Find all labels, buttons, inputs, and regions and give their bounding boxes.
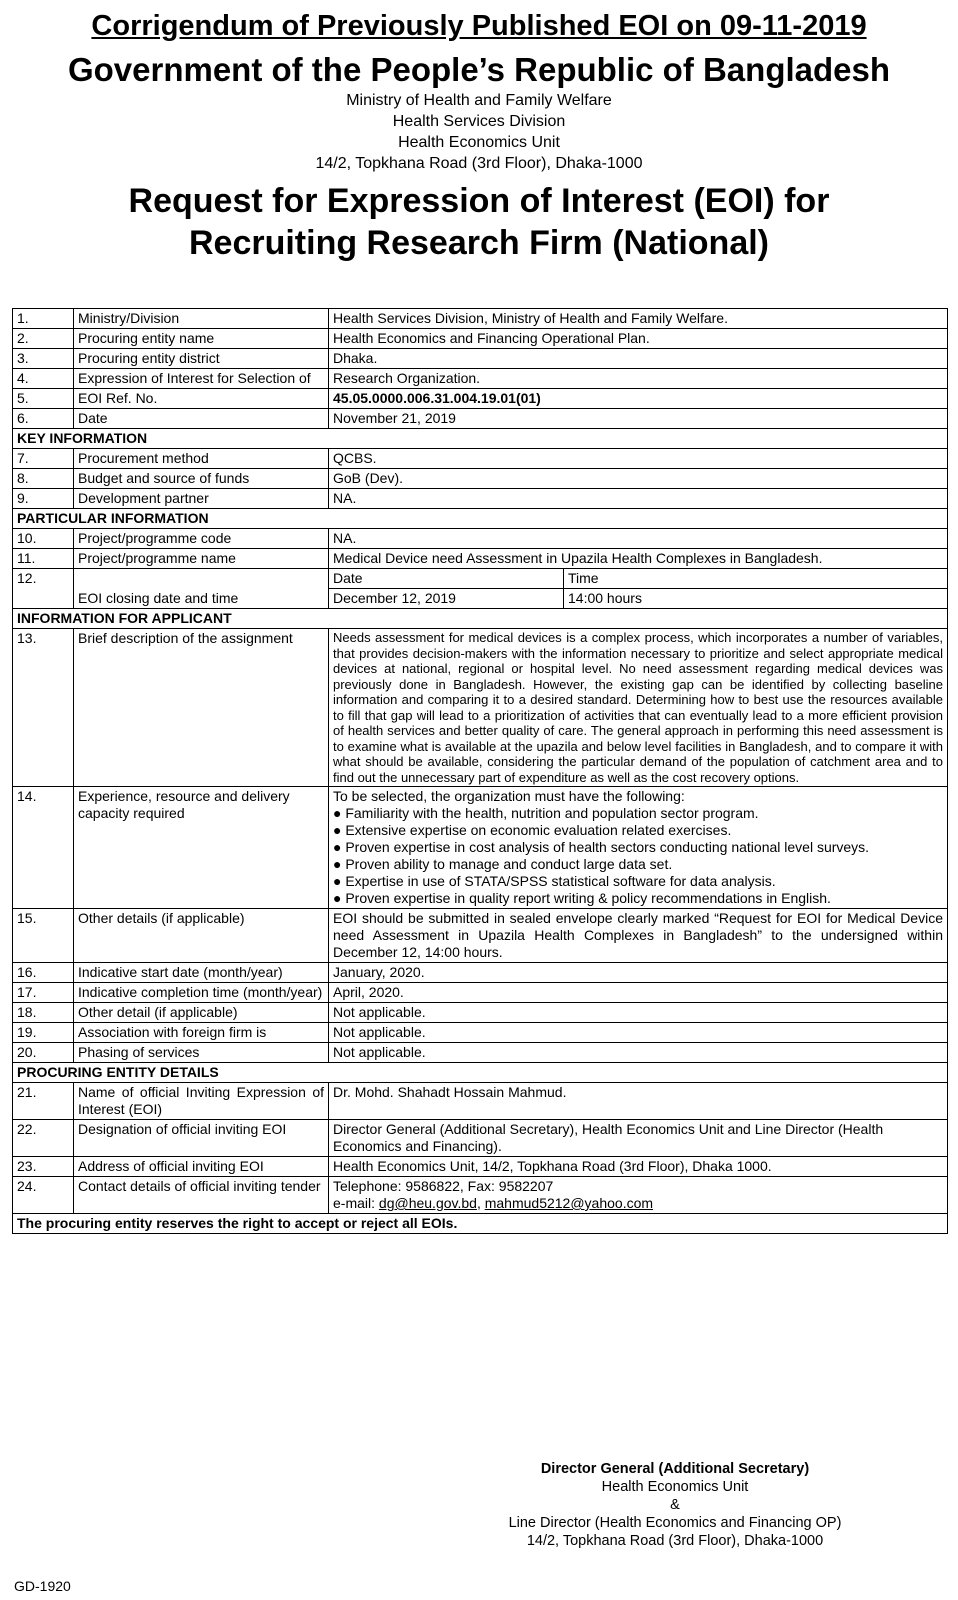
unit-line: Health Economics Unit (398, 134, 560, 151)
row-number: 7. (13, 449, 74, 469)
publication-code: GD-1920 (14, 1578, 71, 1594)
section-row (13, 429, 948, 449)
row-number: 8. (13, 469, 74, 489)
row-label: Ministry/Division (74, 309, 329, 329)
row-label: Procuring entity name (74, 329, 329, 349)
row-label: Indicative completion time (month/year) (74, 983, 329, 1003)
row-value: Not applicable. (329, 1003, 948, 1023)
row-value: Health Economics and Financing Operational Plan. (329, 329, 948, 349)
table-row (13, 529, 948, 549)
list-item: ● Proven expertise in quality report writing & policy recommendations in English. (333, 890, 831, 906)
section-row (13, 509, 948, 529)
table-row (13, 369, 948, 389)
row-number: 6. (13, 409, 74, 429)
contact-details (329, 1177, 948, 1214)
date-column-head: Date (329, 569, 564, 589)
row-label: Development partner (74, 489, 329, 509)
row-value: November 21, 2019 (329, 409, 948, 429)
section-row (13, 1214, 948, 1234)
eoi-title-line2: Recruiting Research Firm (National) (188, 224, 769, 262)
row-label: Other detail (if applicable) (74, 1003, 329, 1023)
address-line: 14/2, Topkhana Road (3rd Floor), Dhaka-1000 (315, 155, 643, 172)
row-label: Name of official Inviting Expression of Interest (EOI) (74, 1083, 329, 1120)
row-label: Brief description of the assignment (74, 629, 329, 787)
signatory-line-director: Line Director (Health Economics and Financing OP) (508, 1515, 842, 1531)
ministry-line: Ministry of Health and Family Welfare (346, 92, 612, 109)
row-number: 23. (13, 1157, 74, 1177)
row-number: 13. (13, 629, 74, 787)
assignment-description: Needs assessment for medical devices is a complex process, which incorporates a number of variables, that provides decision-makers with the information necessary to prioritize and select appropriate medical devices at national, regional or hospital level. No need assessment regarding medical devices was previously done in Bangladesh. However, the existing gap can be identified by collecting baseline information and comparing it to a desired standard. Determining how to best use the resources available to fill that gap will lead to a prioritization of activities that can eventually lead to a more efficient provision of health services and better quality of care. The general approach in performing this need assessment is to examine what is available at the upazila and below level facilities in Bangladesh, and to compare it with what should be available, considering the particular demand of the population of catchment area and to find out the unnecessary part of expenditure as well as the cost recovery options. (329, 629, 948, 787)
section-procuring-entity-details: PROCURING ENTITY DETAILS (13, 1063, 948, 1083)
row-value: Medical Device need Assessment in Upazila Health Complexes in Bangladesh. (329, 549, 948, 569)
row-value: Not applicable. (329, 1043, 948, 1063)
row-number: 10. (13, 529, 74, 549)
row-label: Date (74, 409, 329, 429)
row-number: 19. (13, 1023, 74, 1043)
row-value: Dr. Mohd. Shahadt Hossain Mahmud. (329, 1083, 948, 1120)
row-value: January, 2020. (329, 963, 948, 983)
row-value: NA. (329, 529, 948, 549)
list-item: ● Proven ability to manage and conduct large data set. (333, 856, 673, 872)
phone-fax: Telephone: 9586822, Fax: 9582207 (333, 1178, 554, 1194)
table-row (13, 329, 948, 349)
table-row (13, 309, 948, 329)
row-number: 14. (13, 787, 74, 909)
row-number: 4. (13, 369, 74, 389)
table-row (13, 549, 948, 569)
section-information-for-applicant: INFORMATION FOR APPLICANT (13, 609, 948, 629)
eoi-title (0, 180, 958, 264)
table-row (13, 389, 948, 409)
row-value: EOI should be submitted in sealed envelope clearly marked “Request for EOI for Medical Device need Assessment in Upazila Health Complexes in Bangladesh” to the undersigned within December 12, 14:00 hours. (329, 909, 948, 963)
signatory-title: Director General (Additional Secretary) (540, 1461, 810, 1477)
row-label: Project/programme name (74, 549, 329, 569)
table-row (13, 569, 948, 589)
list-item: ● Expertise in use of STATA/SPSS statistical software for data analysis. (333, 873, 776, 889)
table-row (13, 983, 948, 1003)
table-row (13, 489, 948, 509)
row-number: 18. (13, 1003, 74, 1023)
row-value: NA. (329, 489, 948, 509)
division-line: Health Services Division (392, 113, 566, 130)
row-label: Expression of Interest for Selection of (74, 369, 329, 389)
table-row (13, 963, 948, 983)
row-label: EOI Ref. No. (74, 389, 329, 409)
row-label: Contact details of official inviting tender (74, 1177, 329, 1214)
eoi-title-line1: Request for Expression of Interest (EOI) for (128, 182, 830, 220)
eoi-table (12, 308, 948, 1234)
notice-header (0, 0, 958, 264)
signature-block (470, 1460, 880, 1550)
closing-date: December 12, 2019 (329, 589, 564, 609)
row-number: 9. (13, 489, 74, 509)
row-number: 22. (13, 1120, 74, 1157)
email-separator: , (476, 1195, 485, 1211)
section-row (13, 1063, 948, 1083)
requirements-list (329, 787, 948, 909)
row-label: Procuring entity district (74, 349, 329, 369)
row-value: Health Services Division, Ministry of Health and Family Welfare. (329, 309, 948, 329)
closing-time: 14:00 hours (564, 589, 948, 609)
table-row (13, 449, 948, 469)
row-value: Dhaka. (329, 349, 948, 369)
corrigendum-heading: Corrigendum of Previously Published EOI on 09-11-2019 (91, 10, 867, 42)
table-row (13, 1043, 948, 1063)
row-label: Budget and source of funds (74, 469, 329, 489)
signatory-unit: Health Economics Unit (601, 1479, 749, 1495)
row-number: 21. (13, 1083, 74, 1120)
table-row (13, 1083, 948, 1120)
table-row (13, 1023, 948, 1043)
requirements-intro: To be selected, the organization must have the following: (333, 788, 685, 804)
section-row (13, 609, 948, 629)
table-row (13, 787, 948, 909)
row-number: 12. (13, 569, 74, 609)
row-label: Association with foreign firm is (74, 1023, 329, 1043)
row-label: Designation of official inviting EOI (74, 1120, 329, 1157)
signatory-address: 14/2, Topkhana Road (3rd Floor), Dhaka-1000 (526, 1533, 824, 1549)
row-value: April, 2020. (329, 983, 948, 1003)
list-item: ● Proven expertise in cost analysis of health sectors conducting national level surveys. (333, 839, 870, 855)
row-number: 24. (13, 1177, 74, 1214)
row-label: Indicative start date (month/year) (74, 963, 329, 983)
row-label: Other details (if applicable) (74, 909, 329, 963)
email-link-2[interactable]: mahmud5212@yahoo.com (484, 1195, 654, 1211)
row-label: Procurement method (74, 449, 329, 469)
row-label: Phasing of services (74, 1043, 329, 1063)
row-label: Experience, resource and delivery capacity required (74, 787, 329, 909)
row-number: 5. (13, 389, 74, 409)
table-row (13, 1003, 948, 1023)
time-column-head: Time (564, 569, 948, 589)
row-value: Health Economics Unit, 14/2, Topkhana Road (3rd Floor), Dhaka 1000. (329, 1157, 948, 1177)
row-label: Project/programme code (74, 529, 329, 549)
row-value: Not applicable. (329, 1023, 948, 1043)
table-row (13, 1120, 948, 1157)
reservation-note: The procuring entity reserves the right to accept or reject all EOIs. (13, 1214, 948, 1234)
row-value: QCBS. (329, 449, 948, 469)
row-label: Address of official inviting EOI (74, 1157, 329, 1177)
row-number: 3. (13, 349, 74, 369)
row-number: 1. (13, 309, 74, 329)
section-particular-information: PARTICULAR INFORMATION (13, 509, 948, 529)
email-prefix: e-mail: (333, 1195, 379, 1211)
section-key-information: KEY INFORMATION (13, 429, 948, 449)
row-number: 15. (13, 909, 74, 963)
row-number: 20. (13, 1043, 74, 1063)
row-number: 2. (13, 329, 74, 349)
row-value: Director General (Additional Secretary), Health Economics Unit and Line Director (Health Economics and Financing). (329, 1120, 948, 1157)
row-number: 16. (13, 963, 74, 983)
row-label: EOI closing date and time (74, 569, 329, 609)
table-row (13, 1157, 948, 1177)
eoi-ref-number: 45.05.0000.006.31.004.19.01(01) (329, 389, 948, 409)
table-row (13, 629, 948, 787)
government-heading: Government of the People’s Republic of Bangladesh (67, 51, 891, 88)
email-link-1[interactable]: dg@heu.gov.bd (378, 1195, 477, 1211)
table-row (13, 469, 948, 489)
list-item: ● Familiarity with the health, nutrition and population sector program. (333, 805, 759, 821)
table-row (13, 909, 948, 963)
table-row (13, 409, 948, 429)
row-number: 17. (13, 983, 74, 1003)
table-row (13, 1177, 948, 1214)
list-item: ● Extensive expertise on economic evaluation related exercises. (333, 822, 732, 838)
table-row (13, 349, 948, 369)
signatory-ampersand: & (670, 1497, 680, 1513)
row-value: Research Organization. (329, 369, 948, 389)
row-value: GoB (Dev). (329, 469, 948, 489)
row-number: 11. (13, 549, 74, 569)
